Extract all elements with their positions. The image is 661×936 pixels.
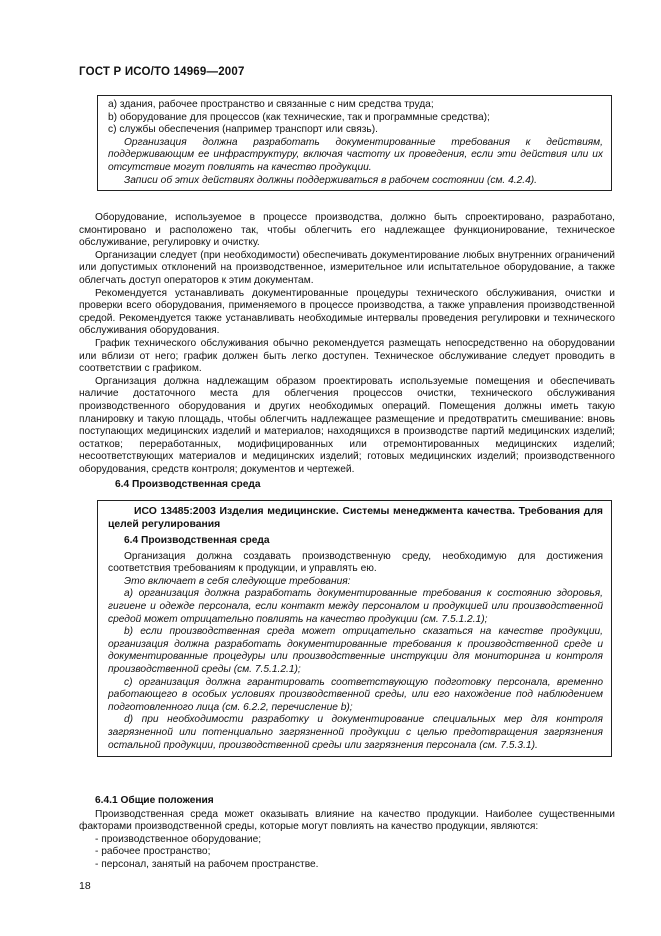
paragraph: Рекомендуется устанавливать документированные процедуры технического обслуживания, очистки и проверки всего оборудования, применяемого в процессе производства, а также управления производственной средой. Рекомендуется также устанавливать необходимые интервалы проведения регулировки и технического обслуживания оборудования. <box>79 287 615 337</box>
body-text-section <box>79 212 615 476</box>
factor-list <box>79 834 615 872</box>
paragraph: Это включает в себя следующие требования: <box>124 575 351 587</box>
paragraph: Оборудование, используемое в процессе производства, должно быть спроектировано, разработано, смонтировано и расположено так, чтобы облегчить его надлежащее функционирование, техническое обслуживание, регулировку и очистку. <box>79 212 615 249</box>
document-header: ГОСТ Р ИСО/ТО 14969—2007 <box>79 66 245 78</box>
list-item: с) службы обеспечения (например транспорт или связь). <box>108 124 378 136</box>
box-subheading: 6.4 Производственная среда <box>124 535 270 546</box>
list-item: d) при необходимости разработку и документирование специальных мер для контроля загрязненной или потенциально загрязненной продукции с целью предотвращения загрязнения остальной продукции, производственной среды или загрязнения персонала (см. 7.5.3.1). <box>108 714 603 751</box>
iso-quote-box <box>97 500 612 757</box>
list-item: а) здания, рабочее пространство и связанные с ним средства труда; <box>108 99 434 110</box>
page-number: 18 <box>79 880 91 892</box>
italic-requirement: Записи об этих действиях должны поддерживаться в рабочем состоянии (см. 4.2.4). <box>124 174 537 186</box>
paragraph: Организация должна надлежащим образом проектировать используемые помещения и обеспечивать наличие достаточного места для облегчения процессов очистки, технического обслуживания производственного оборудования и других необходимых операций. Помещения должны иметь такую планировку и такую площадь, чтобы облегчить надлежащее размещение и предотвратить смешивание: вновь поступающих медицинских изделий и материалов; находящихся в производстве партий медицинских изделий; остатков; переработанных, модифицированных или отремонтированных медицинских изделий; несоответствующих материалов и медицинских изделий; готовых медицинских изделий; производственного оборудования, средств контроля; документов и чертежей. <box>79 375 615 475</box>
list-item: b) оборудование для процессов (как технические, так и программные средства); <box>108 111 490 123</box>
quoted-requirements-box <box>97 95 612 191</box>
paragraph: График технического обслуживания обычно рекомендуется размещать непосредственно на оборудовании или вблизи от него; график должен быть легко доступен. Техническое обслуживание следует проводить в соответствии с графиком. <box>79 337 615 375</box>
list-item: - персонал, занятый на рабочем пространстве. <box>95 858 319 870</box>
list-item: - производственное оборудование; <box>95 833 262 845</box>
list-item: - рабочее пространство; <box>95 846 211 858</box>
paragraph: Организации следует (при необходимости) обеспечивать документирование любых внутренних ограничений или допустимых отклонений на производственное, измерительное или испытательное оборудование, а также облегчать доступ операторов к этим документам. <box>79 249 615 286</box>
standard-title: ИСО 13485:2003 Изделия медицинские. Системы менеджмента качества. Требования для целей регулирования <box>108 506 603 530</box>
list-item: а) организация должна разработать документированные требования к состоянию здоровья, гигиене и одежде персонала, если контакт между персоналом и продукцией или производственной средой может отрицательно повлиять на качество продукции (см. 7.5.1.2.1); <box>108 588 603 625</box>
paragraph: Производственная среда может оказывать влияние на качество продукции. Наиболее существенными факторами производственной среды, которые могут повлиять на качество продукции, являются: <box>79 808 615 833</box>
list-item: b) если производственная среда может отрицательно сказаться на качестве продукции, организация должна разработать документированные требования к производственной среде и документированные процедуры или производственные инструкции для мониторинга и контроля производственной среды (см. 7.5.1.2.1); <box>108 626 603 675</box>
paragraph: Организация должна создавать производственную среду, необходимую для достижения соответствия требованиям к продукции, и управлять ею. <box>108 550 603 575</box>
list-item: с) организация должна гарантировать соответствующую подготовку персонала, временно работающего в особых условиях производственной среды, или его нахождение под наблюдением подготовленного лица (см. 6.2.2, перечисление b); <box>108 676 603 713</box>
section-heading: 6.4 Производственная среда <box>115 479 261 490</box>
subsection-heading: 6.4.1 Общие положения <box>95 795 214 806</box>
general-provisions-section <box>79 795 615 872</box>
italic-requirement: Организация должна разработать документированные требования к действиям, поддерживающим ее инфраструктуру, включая частоту их проведения, если эти действия или их отсутствие могут повлиять на качество продукции. <box>108 136 603 173</box>
